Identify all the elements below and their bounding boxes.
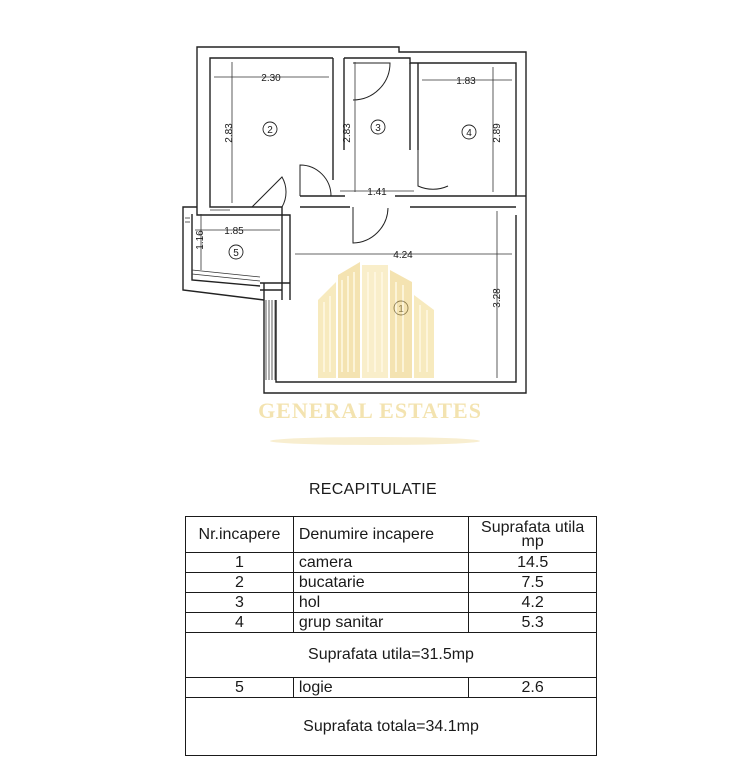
area-summary-table bbox=[185, 516, 597, 756]
row-nr: 1 bbox=[186, 553, 294, 573]
header-nr: Nr.incapere bbox=[186, 517, 294, 553]
table-row bbox=[186, 573, 597, 593]
dim-room2-height: 2.83 bbox=[224, 123, 235, 143]
row-name: bucatarie bbox=[293, 573, 468, 593]
table-header-row bbox=[186, 517, 597, 553]
useful-total-row bbox=[186, 633, 597, 678]
dim-room4-width: 1.83 bbox=[456, 76, 476, 87]
header-area-line2: mp bbox=[521, 532, 544, 550]
row-area: 5.3 bbox=[469, 613, 597, 633]
row-area: 2.6 bbox=[469, 678, 597, 698]
row-nr: 3 bbox=[186, 593, 294, 613]
row-area: 7.5 bbox=[469, 573, 597, 593]
table-row bbox=[186, 593, 597, 613]
grand-total: Suprafata totala=34.1mp bbox=[186, 698, 597, 756]
dim-room3-height: 2.83 bbox=[342, 123, 353, 143]
row-nr: 2 bbox=[186, 573, 294, 593]
row-area: 4.2 bbox=[469, 593, 597, 613]
row-name: hol bbox=[293, 593, 468, 613]
table-row bbox=[186, 553, 597, 573]
dim-room5-width: 1.85 bbox=[224, 226, 244, 237]
row-name: grup sanitar bbox=[293, 613, 468, 633]
table-row bbox=[186, 678, 597, 698]
dim-room1-width: 4.24 bbox=[393, 250, 413, 261]
watermark-swoosh bbox=[270, 437, 480, 445]
room-number-3: 3 bbox=[375, 123, 381, 134]
room-number-4: 4 bbox=[466, 128, 472, 139]
header-name: Denumire incapere bbox=[293, 517, 468, 553]
dim-room1-height: 3.28 bbox=[492, 288, 503, 308]
dim-room5-height: 1.16 bbox=[195, 230, 206, 250]
row-name: camera bbox=[293, 553, 468, 573]
dim-room4-height: 2.89 bbox=[492, 123, 503, 143]
dim-room3-width: 1.41 bbox=[367, 187, 387, 198]
row-nr: 4 bbox=[186, 613, 294, 633]
row-name: logie bbox=[293, 678, 468, 698]
recap-title: RECAPITULATIE bbox=[308, 481, 438, 498]
header-area-line1: Suprafata utila bbox=[481, 518, 585, 536]
dim-room2-width: 2.30 bbox=[261, 73, 281, 84]
row-nr: 5 bbox=[186, 678, 294, 698]
room-number-5: 5 bbox=[233, 248, 239, 259]
header-area bbox=[469, 517, 597, 553]
row-area: 14.5 bbox=[469, 553, 597, 573]
table-row bbox=[186, 613, 597, 633]
useful-total: Suprafata utila=31.5mp bbox=[186, 633, 597, 678]
room-number-2: 2 bbox=[267, 125, 273, 136]
watermark-logo bbox=[318, 262, 434, 378]
grand-total-row bbox=[186, 698, 597, 756]
watermark-text: GENERAL ESTATES bbox=[258, 398, 482, 423]
